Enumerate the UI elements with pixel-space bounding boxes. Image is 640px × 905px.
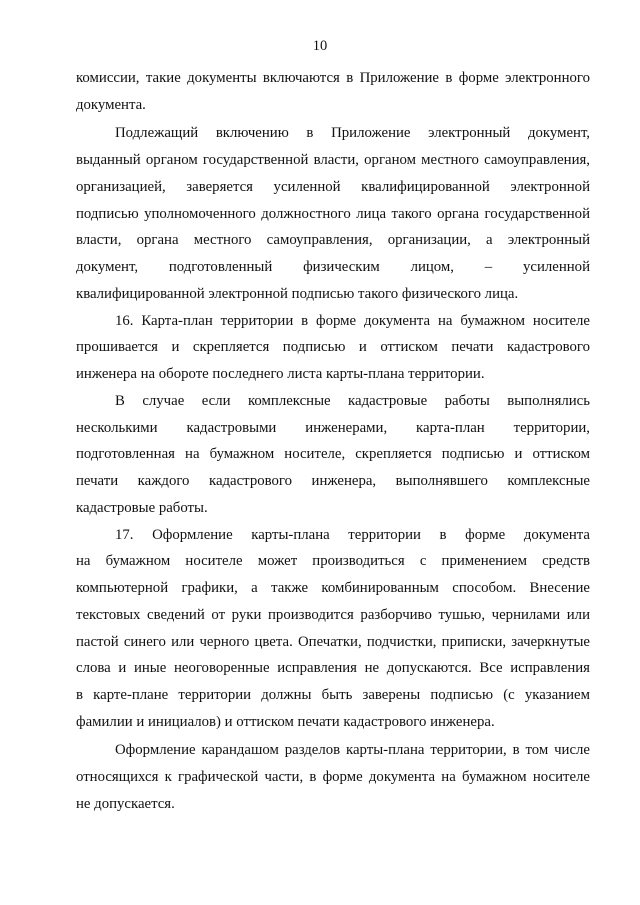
text-line: прошивается и скрепляется подписью и оттиском печати кадастрового [76,339,590,355]
text-line: 17. Оформление карты-плана территории в форме документа [115,527,590,543]
text-line: не допускается. [76,796,175,812]
text-line: Подлежащий включению в Приложение электронный документ, [115,125,590,141]
text-line: относящихся к графической части, в форме документа на бумажном носителе [76,769,590,785]
text-line: документ, подготовленный физическим лицом, – усиленной [76,259,590,275]
text-line: компьютерной графики, а также комбинированным способом. Внесение [76,580,590,596]
text-line: 16. Карта-план территории в форме документа на бумажном носителе [115,313,590,329]
text-line: В случае если комплексные кадастровые работы выполнялись [115,393,590,409]
text-line: подготовленная на бумажном носителе, скрепляется подписью и оттиском [76,446,590,462]
text-line: в карте-плане территории должны быть заверены подписью (с указанием [76,687,590,703]
text-line: инженера на обороте последнего листа карты-плана территории. [76,366,485,382]
text-line: выданный органом государственной власти, органом местного самоуправления, [76,152,590,168]
text-line: Оформление карандашом разделов карты-плана территории, в том числе [115,742,590,758]
text-line: пастой синего или черного цвета. Опечатки, подчистки, приписки, зачеркнутые [76,634,590,650]
text-line: подписью уполномоченного должностного лица такого органа государственной [76,206,590,222]
text-line: квалифицированной электронной подписью такого физического лица. [76,286,519,302]
page-number: 10 [312,38,328,54]
text-line: текстовых сведений от руки производится разборчиво тушью, чернилами или [76,607,590,623]
text-line: комиссии, такие документы включаются в Приложение в форме электронного [76,70,590,86]
text-line: печати каждого кадастрового инженера, выполнявшего комплексные [76,473,590,489]
text-line: фамилии и инициалов) и оттиском печати кадастрового инженера. [76,714,495,730]
text-line: кадастровые работы. [76,500,208,516]
text-line: власти, органа местного самоуправления, организации, а электронный [76,232,590,248]
text-line: несколькими кадастровыми инженерами, карта-план территории, [76,420,590,436]
text-line: на бумажном носителе может производиться с применением средств [76,553,590,569]
text-line: слова и иные неоговоренные исправления не допускаются. Все исправления [76,660,590,676]
text-line: документа. [76,97,146,113]
text-line: организацией, заверяется усиленной квалифицированной электронной [76,179,590,195]
